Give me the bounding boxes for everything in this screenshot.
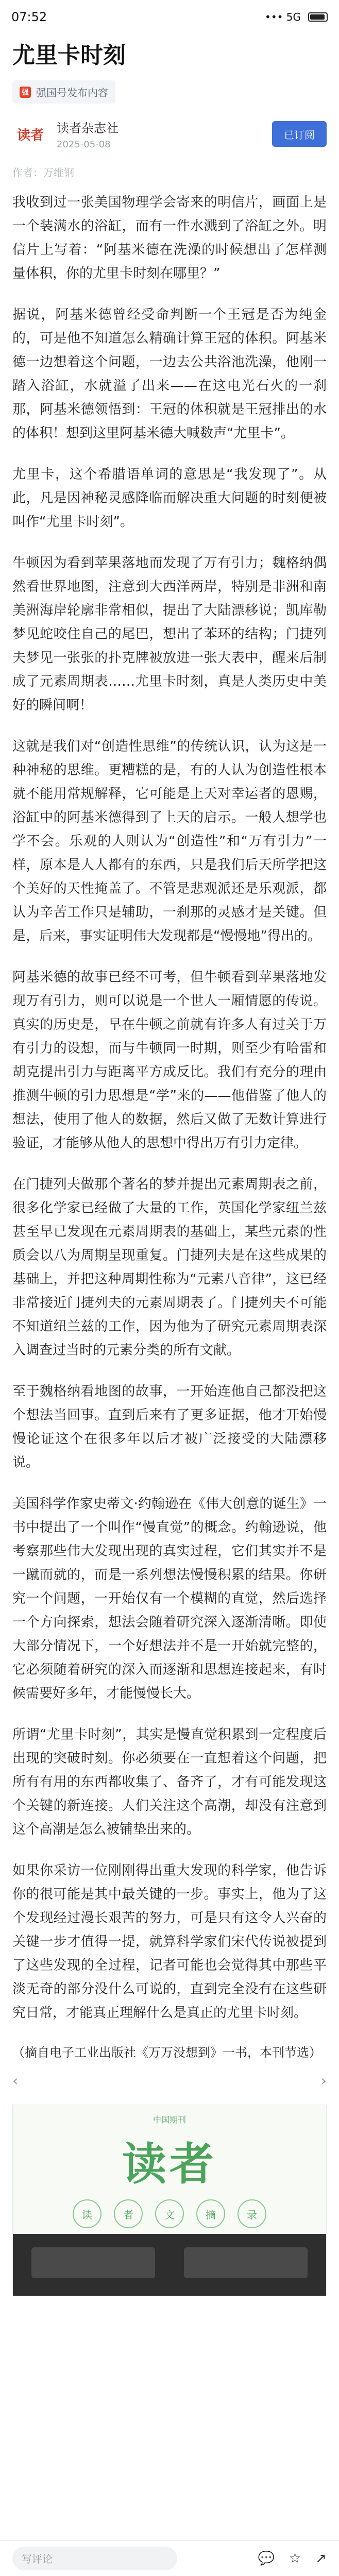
paragraph: 据说，阿基米德曾经受命判断一个王冠是否为纯金的，可是他不知道怎么精确计算王冠的体积。阿基米德一边想着这个问题，一边去公共浴池洗澡，他刚一踏入浴缸，水就溢了出来——在这电光石火的一刹那，阿基米德领悟到：王冠的体积就是王冠排出的水的体积！想到这里阿基米德大喊数声“尤里卡”。 [12,307,327,441]
comment-input[interactable]: 写评论 [12,2547,177,2570]
comment-icon[interactable]: 💬 [258,2550,275,2566]
banner-content [13,2113,326,2228]
subscribe-button[interactable]: 已订阅 [272,121,327,147]
author-credit: 作者：万维钢 [12,166,74,179]
author-logo: 读者 [16,127,44,143]
status-time: 07:52 [11,10,47,24]
previous-icon[interactable]: ‹ [12,2072,19,2089]
paragraph: 美国科学作家史蒂文·约翰逊在《伟大创意的诞生》一书中提出了一个叫作“慢直觉”的概念。约翰逊说，他考察那些伟大发现出现的真实过程，它们其实并不是一蹴而就的，而是一系列想法慢慢积累的结果。你研究一个问题，一开始仅有一个模糊的直觉，然后选择一个方向探索，想法会随着研究深入逐渐清晰。即使大部分情况下，一个好想法并不是一开始就完整的，它必须随着研究的深入而逐渐和思想连接起来，有时候需要好多年，才能慢慢长大。 [12,1496,327,1701]
action-icons [258,2551,327,2566]
paragraph: 这就是我们对“创造性思维”的传统认识，认为这是一种神秘的思维。更糟糕的是，有的人认为创造性根本就不能用常规解释，它可能是上天对幸运者的恩赐，浴缸中的阿基米德得到了上天的启示。一般人想学也学不会。乐观的人则认为“创造性”和“万有引力”一样，原本是人人都有的东西，只是我们后天所学把这个美好的天性掩盖了。不管是悲观派还是乐观派，都认为辛苦工作只是辅助，一刹那的灵感才是关键。但是，后来，事实证明伟大发现都是“慢慢地”得出的。 [12,739,327,944]
signal-icon: ••• 5G [265,11,301,23]
battery-icon [308,12,328,22]
banner-logo: 读者 [122,2138,217,2190]
source-label: 强国号发布内容 [36,87,108,99]
banner-circle-icon: 读 [73,2199,101,2228]
banner-badge: 中国期刊 [152,2115,186,2125]
bottom-bar [0,2540,339,2576]
article-title: 尤里卡时刻 [12,42,126,69]
share-icon[interactable]: ↗ [315,2550,327,2566]
paragraph: 在门捷列夫做那个著名的梦并提出元素周期表之前，很多化学家已经做了大量的工作，英国化学家纽兰兹甚至早已发现在元素周期表的基础上，某些元素的性质会以八为周期呈现重复。门捷列夫是在这些成果的基础上，并把这种周期性称为“元素八音律”，这已经非常接近门捷列夫的元素周期表了。门捷列夫不可能不知道纽兰兹的工作，因为他为了研究元素周期表深入调查过当时的元素分类的所有文献。 [12,1177,327,1358]
status-bar [0,0,339,34]
banner-circle-icon: 者 [114,2199,143,2228]
author-row [12,116,327,152]
next-icon[interactable]: › [320,2072,327,2089]
paragraph: 所谓“尤里卡时刻”，其实是慢直觉积累到一定程度后出现的突破时刻。你必须要在一直想着这个问题，把所有有用的东西都收集了、备齐了，才有可能发现这个关键的新连接。人们关注这个高潮，却没有注意到这个高潮是怎么被铺垫出来的。 [12,1727,327,1837]
strong-nation-icon: 强 [20,87,31,98]
paragraph: 阿基米德的故事已经不可考，但牛顿看到苹果落地发现万有引力，则可以说是一个世人一厢情愿的传说。真实的历史是，早在牛顿之前就有许多人有过关于万有引力的设想，而与牛顿同一时期，则至少有哈雷和胡克提出引力与距离平方成反比。我们有充分的理由推测牛顿的引力思想是“学”来的——他借鉴了他人的想法，使用了他人的数据，然后又做了无数计算进行验证，才能够从他人的思想中得出万有引力定律。 [12,970,327,1151]
paragraph: 尤里卡，这个希腊语单词的意思是“我发现了”。从此，凡是因神秘灵感降临而解决重大问题的时刻便被叫作“尤里卡时刻”。 [12,467,327,530]
banner-strip [13,2234,326,2296]
author-meta [57,118,272,150]
source-chip[interactable] [12,80,115,104]
banner-circle-icon: 录 [238,2199,266,2228]
paragraph: 至于魏格纳看地图的故事，一开始连他自己都没把这个想法当回事。直到后来有了更多证据，他才开始慢慢论证这个在很多年以后才被广泛接受的大陆漂移说。 [12,1384,327,1470]
promo-banner[interactable] [12,2105,327,2296]
nav-row [12,2072,327,2089]
star-icon[interactable]: ☆ [289,2550,301,2566]
banner-circle-icon: 摘 [196,2199,225,2228]
author-name: 读者杂志社 [57,121,118,135]
banner-circle-icon: 文 [155,2199,184,2228]
source-note: （摘自电子工业出版社《万万没想到》一书，本刊节选） [12,2045,321,2060]
paragraph: 我收到过一张美国物理学会寄来的明信片，画面上是一个装满水的浴缸，而有一件水溅到了浴缸之外。明信片上写着：“阿基米德在洗澡的时候想出了怎样测量体积，你的尤里卡时刻在哪里？” [12,195,327,281]
status-indicators [265,11,328,23]
article-content [12,191,327,2296]
publish-date: 2025-05-08 [57,139,111,150]
paragraph: 如果你采访一位刚刚得出重大发现的科学家，他告诉你的很可能是其中最关键的一步。事实上，他为了这个发现经过漫长艰苦的努力，可是只有这令人兴奋的关键一步才值得一提，就算科学家们宋代传说被提到了这些发现的全过程，记者可能也会觉得其中那些平淡无奇的部分没什么可说的，直到完全没有在这些研究日常，才能真正理解什么是真正的尤里卡时刻。 [12,1863,327,2021]
paragraph: 牛顿因为看到苹果落地而发现了万有引力；魏格纳偶然看世界地图，注意到大西洋两岸，特别是非洲和南美洲海岸轮廓非常相似，提出了大陆漂移说；凯库勒梦见蛇咬住自己的尾巴，想出了苯环的结构；门捷列夫梦见一张张的扑克牌被放进一张大表中，醒来后制成了元素周期表……尤里卡时刻，真是人类历史中美好的瞬间啊！ [12,555,327,713]
banner-icons [13,2199,326,2228]
